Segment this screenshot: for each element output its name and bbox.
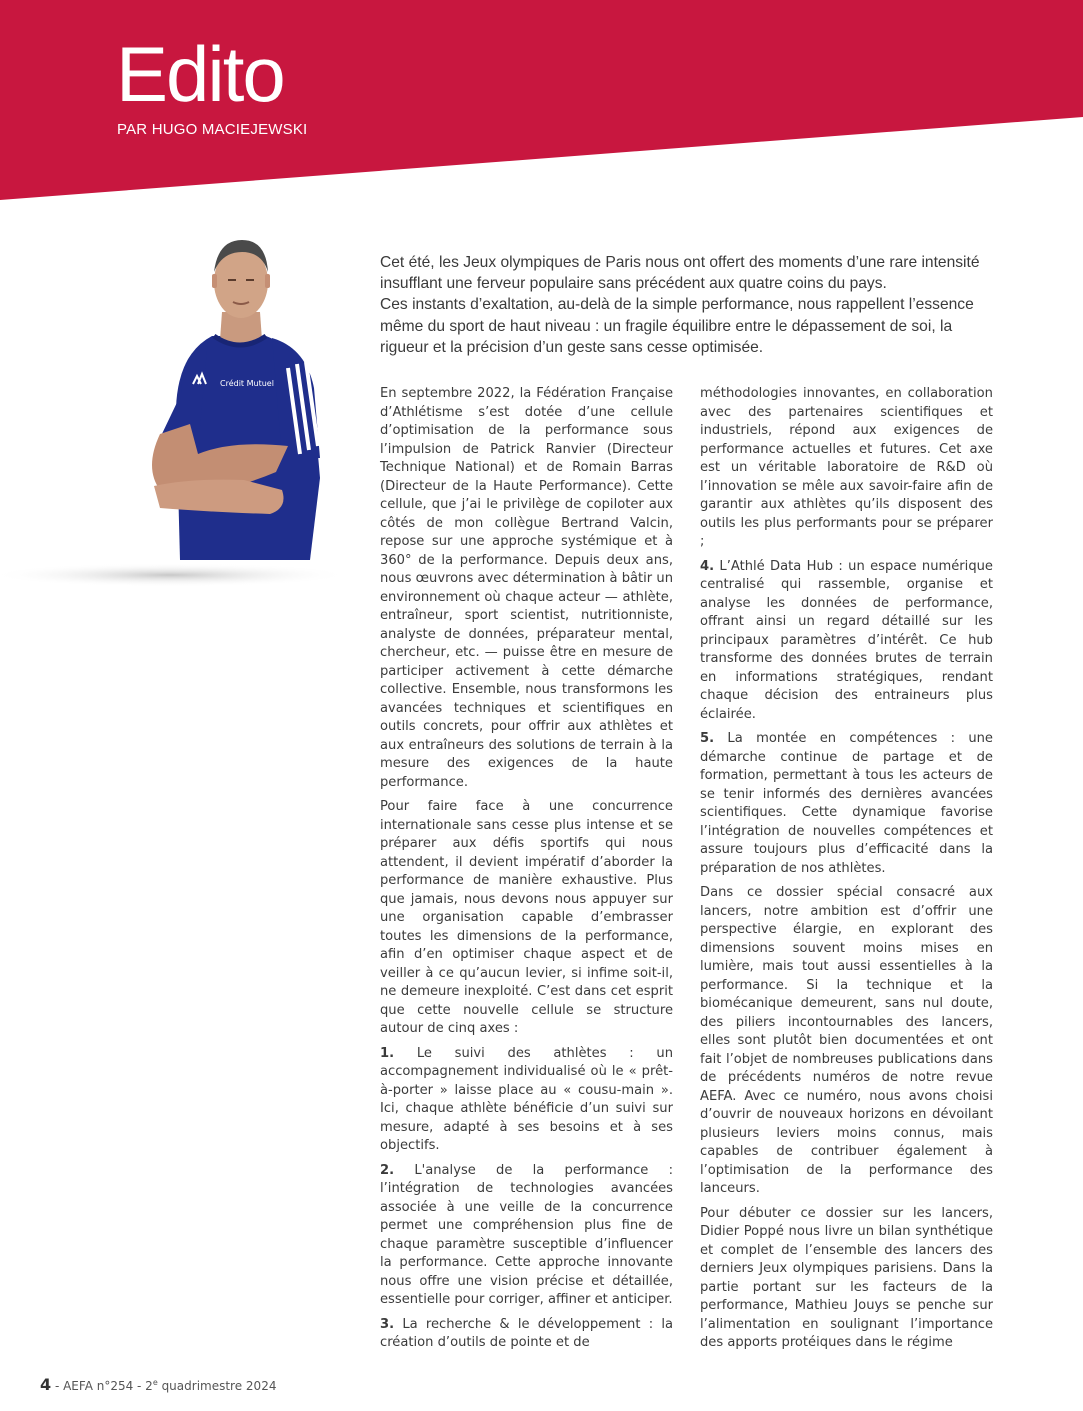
page-footer <box>40 1375 276 1394</box>
list-text: La montée en compétences : une démarche continue de partage et de formation, permettant à tous les acteurs de se tenir informés des dernières avancées scientifiques. Cette dynamique favorise l’intégration de nouvelles compétences et assure toujours plus d’efficacité dans la préparation de nos athlètes. <box>700 731 993 876</box>
list-number: 5. <box>700 731 715 746</box>
shirt-logo: Crédit Mutuel <box>220 379 274 388</box>
author-byline: PAR HUGO MACIEJEWSKI <box>117 121 308 138</box>
page-number: 4 <box>40 1375 52 1394</box>
body-column-right <box>700 385 993 1359</box>
list-text: Le suivi des athlètes : un accompagnement individualisé où le « prêt-à-porter » laisse place au « cousu-main ». Ici, chaque athlète bénéficie d’un suivi sur mesure, adapté à ses besoins et à ses objectifs. <box>380 1045 673 1153</box>
lead-paragraph <box>380 252 980 358</box>
list-number: 2. <box>380 1162 395 1178</box>
body-column-left <box>380 385 673 1359</box>
list-text: La recherche & le développement : la création d’outils de pointe et de <box>380 1316 673 1350</box>
body-paragraph: Pour débuter ce dossier sur les lancers, Didier Poppé nous livre un bilan synthétique et complet de l’ensemble des lancers des derniers Jeux olympiques parisiens. Dans la partie portant sur les facteurs de la performance, Mathieu Jouys se penche sur l’alimentation en soulignant l’importance des apports protéiques dans le régime <box>700 1205 993 1350</box>
list-text: L'analyse de la performance : l’intégration de technologies avancées associée à une veille de la concurrence permet une compréhension plus fine de chaque paramètre susceptible d’influencer la performance. Cette approche innovante nous offre une vision précise et détaillée, essentielle pour corriger, affiner et anticiper. <box>380 1162 673 1307</box>
body-paragraph: En septembre 2022, la Fédération Française d’Athlétisme s’est dotée d’une cellule d’optimisation de la performance sous l’impulsion de Patrick Ranvier (Directeur Technique National) et de Romain Barras (Directeur de la Haute Performance). Cette cellule, que j’ai le privilège de copiloter aux côtés de mon collègue Bertrand Valcin, repose sur une approche systémique et à 360° de la performance. Depuis deux ans, nous œuvrons avec détermination à bâtir un environnement où chaque acteur — athlète, entraîneur, sport scientist, nutritionniste, analyste de données, préparateur mental, chercheur, etc. — puisse être en mesure de participer activement à cette démarche collective. Ensemble, nous transformons les avancées techniques et scientifiques en outils concrets, pour offrir aux athlètes et aux entraîneurs des solutions de terrain à la mesure des exigences de la haute performance. <box>380 386 673 790</box>
list-item-axis-4 <box>700 558 993 725</box>
lead-paragraph-1: Cet été, les Jeux olympiques de Paris nous ont offert des moments d’une rare intensité insufflant une ferveur populaire sans précédent aux quatre coins du pays. <box>380 254 980 293</box>
list-item-axis-3 <box>380 1316 673 1353</box>
list-item-axis-5 <box>700 730 993 878</box>
page-title: Edito <box>116 30 284 118</box>
body-paragraph: méthodologies innovantes, en collaboration avec des partenaires scientifiques et industriels, répond aux exigences de performance actuelles et futures. Cet axe est un véritable laboratoire de R&D où l’innovation se mêle aux savoir-faire afin de garantir aux athlètes qu’ils disposent des outils les plus performants pour se préparer ; <box>700 386 993 549</box>
body-paragraph: Pour faire face à une concurrence internationale sans cesse plus intense et se préparer aux défis sportifs qui nous attendent, il devient impératif d’aborder la performance de manière exhaustive. Plus que jamais, nous devons nous appuyer sur une organisation capable d’embrasser toutes les dimensions de la performance, afin d’en optimiser chaque aspect et de veiller à ce qu’aucun levier, si infime soit-il, ne demeure inexploité. C’est dans cet esprit que cette nouvelle cellule se structure autour de cinq axes : <box>380 799 673 1036</box>
list-text: L’Athlé Data Hub : un espace numérique centralisé qui rassemble, organise et analyse les données de performance, offrant ainsi un regard détaillé sur les principaux paramètres d’intérêt. Ce hub transforme des données brutes de terrain en informations stratégiques, rendant chaque décision des entraineurs plus éclairée. <box>700 558 993 722</box>
footer-issue-text: - AEFA n°254 - 2 <box>51 1379 153 1393</box>
list-number: 1. <box>380 1045 395 1061</box>
list-item-axis-2 <box>380 1162 673 1310</box>
author-portrait <box>0 228 350 590</box>
footer-period-text: quadrimestre 2024 <box>157 1379 277 1393</box>
footer-superscript: e <box>152 1378 158 1387</box>
list-number: 4. <box>700 558 715 574</box>
list-item-axis-1 <box>380 1045 673 1156</box>
lead-paragraph-2: Ces instants d’exaltation, au-delà de la simple performance, nous rappellent l’essence même du sport de haut niveau : un fragile équilibre entre le dépassement de soi, la rigueur et la précision d’un geste sans cesse optimisée. <box>380 296 974 356</box>
list-number: 3. <box>380 1316 395 1332</box>
body-paragraph: Dans ce dossier spécial consacré aux lancers, notre ambition est d’offrir une perspective élargie, en explorant des dimensions souvent moins mises en lumière, mais tout aussi essentielles à la performance. Si la technique et la biomécanique demeurent, sans nul doute, des piliers incontournables des lancers, elles sont plutôt bien documentées et ont fait l’objet de nombreuses publications dans de précédents numéros de notre revue AEFA. Avec ce numéro, nous avons choisi d’ouvrir de nouveaux horizons en dévoilant plusieurs leviers moins connus, mais capables de contribuer également à l’optimisation de la performance des lanceurs. <box>700 885 993 1196</box>
